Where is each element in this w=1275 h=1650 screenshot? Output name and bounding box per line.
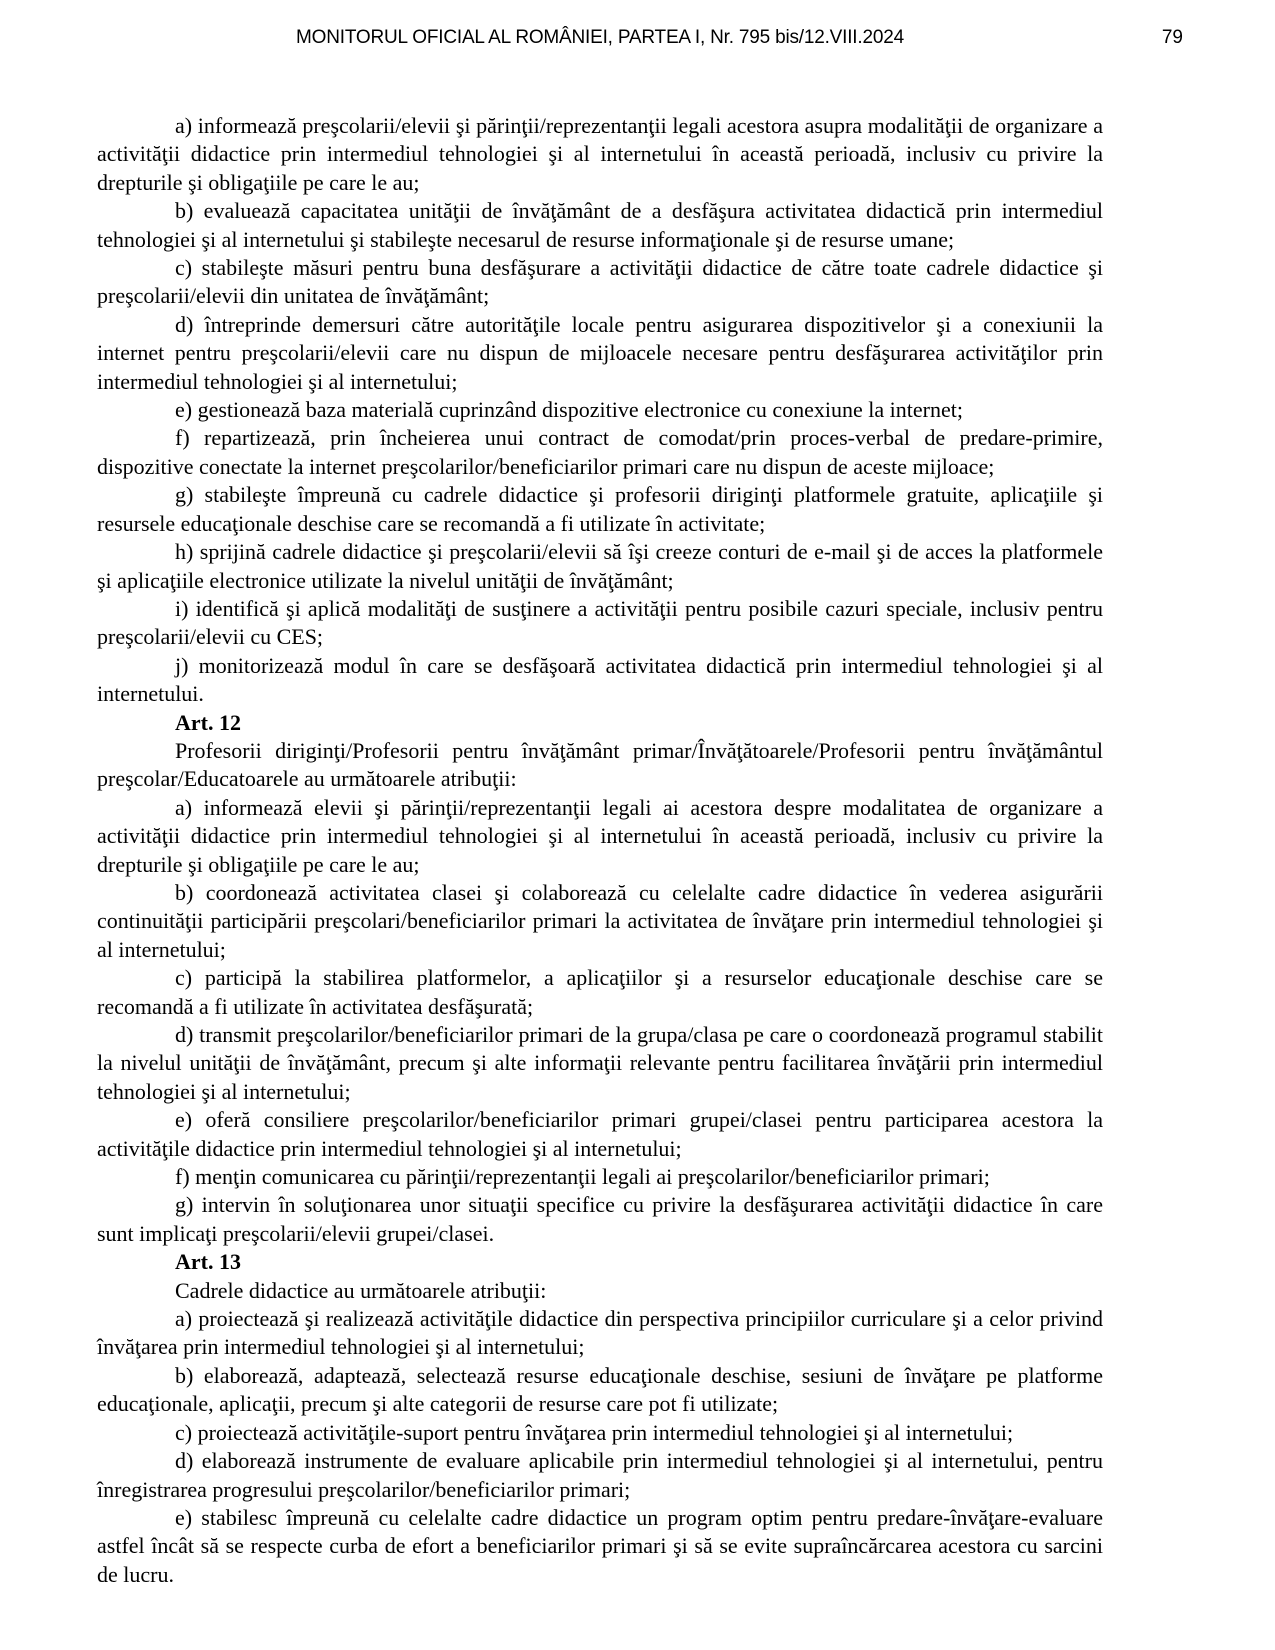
list1-item-c: c) stabileşte măsuri pentru buna desfăşurare a activităţii didactice de către toate cadrele didactice şi preşcolarii/elevii din unitatea de învăţământ;: [97, 255, 1103, 309]
list2-item-c: c) participă la stabilirea platformelor, a aplicaţiilor şi a resurselor educaţionale deschise care se recomandă a fi utilizate în activitatea desfăşurată;: [97, 965, 1103, 1019]
art-12-intro: Profesorii diriginţi/Profesorii pentru învăţământ primar/Învăţătoarele/Profesorii pentru învăţământul preşcolar/Educatoarele au următoarele atribuţii:: [97, 737, 1103, 792]
art-13-intro: Cadrele didactice au următoarele atribuţii:: [175, 1277, 547, 1303]
list3-item-e: e) stabilesc împreună cu celelalte cadre didactice un program optim pentru predare-învăţare-evaluare astfel încât să se respecte curba de efort a beneficiarilor primari şi să se evite supraîncărcarea acestora cu sarcini de lucru.: [97, 1504, 1103, 1587]
list1-item-h: h) sprijină cadrele didactice şi preşcolarii/elevii să îşi creeze conturi de e-mail şi de acces la platformele şi aplicaţiile electronice utilizate la nivelul unităţii de învăţământ;: [97, 539, 1103, 593]
page-number: 79: [1161, 27, 1183, 48]
list2-item-e: e) oferă consiliere preşcolarilor/beneficiarilor primari grupei/clasei pentru participarea acestora la activităţile didactice prin intermediul tehnologiei şi al internetului;: [97, 1107, 1103, 1161]
list1-item-g: g) stabileşte împreună cu cadrele didactice şi profesorii diriginţi platformele gratuite, aplicaţiile şi resursele educaţionale deschise care se recomandă a fi utilizate în activitate;: [97, 482, 1103, 536]
list1-item-d: d) întreprinde demersuri către autorităţile locale pentru asigurarea dispozitivelor şi a conexiunii la internet pentru preşcolarii/elevii care nu dispun de mijloacele necesare pentru desfăşurarea activităţilor prin intermediul tehnologiei şi al internetului;: [97, 311, 1103, 394]
list3-item-a: a) proiectează şi realizează activităţile didactice din perspectiva principiilor curriculare şi a celor privind învăţarea prin intermediul tehnologiei şi al internetului;: [97, 1306, 1103, 1360]
list1-item-i: i) identifică şi aplică modalităţi de susţinere a activităţii pentru posibile cazuri speciale, inclusiv pentru preşcolarii/elevii cu CES;: [97, 595, 1103, 650]
list1-item-e: e) gestionează baza materială cuprinzând dispozitive electronice cu conexiune la internet;: [175, 397, 963, 423]
list1-item-a: a) informează preşcolarii/elevii şi părinţii/reprezentanţii legali acestora asupra modalităţii de organizare a activităţii didactice prin intermediul tehnologiei şi al internetului în această perioadă, inclusiv cu privire la drepturile şi obligaţiile pe care le au;: [97, 113, 1103, 195]
list1-item-j: j) monitorizează modul în care se desfăşoară activitatea didactică prin intermediul tehnologiei şi al internetului.: [97, 652, 1103, 707]
page-header: [97, 27, 1103, 49]
list1-item-f: f) repartizează, prin încheierea unui contract de comodat/prin proces-verbal de predare-primire, dispozitive conectate la internet preşcolarilor/beneficiarilor primari care nu dispun de aceste mijloace;: [97, 425, 1103, 479]
list2-item-f: f) menţin comunicarea cu părinţii/reprezentanţii legali ai preşcolarilor/beneficiarilor primari;: [175, 1164, 990, 1190]
art-13-heading: Art. 13: [175, 1249, 241, 1275]
list2-item-d: d) transmit preşcolarilor/beneficiarilor primari de la grupa/clasa pe care o coordonează programul stabilit la nivelul unităţii de învăţământ, precum şi alte informaţii relevante pentru facilitarea învăţării prin intermediul tehnologiei şi al internetului;: [97, 1022, 1103, 1104]
art-12-heading: Art. 12: [175, 709, 241, 735]
list1-item-b: b) evaluează capacitatea unităţii de învăţământ de a desfăşura activitatea didactică prin intermediul tehnologiei şi al internetului şi stabileşte necesarul de resurse informaţionale şi de resurse umane;: [97, 198, 1103, 252]
list2-item-a: a) informează elevii şi părinţii/reprezentanţii legali ai acestora despre modalitatea de organizare a activităţii didactice prin intermediul tehnologiei şi al internetului în această perioadă, inclusiv cu privire la drepturile şi obligaţiile pe care le au;: [97, 794, 1103, 877]
list3-item-c: c) proiectează activităţile-suport pentru învăţarea prin intermediul tehnologiei şi al internetului;: [175, 1419, 1014, 1445]
document-body: [97, 112, 1103, 1589]
list2-item-b: b) coordonează activitatea clasei şi colaborează cu celelalte cadre didactice în vederea asigurării continuităţii participării preşcolari/beneficiarilor primari la activitatea de învăţare prin intermediul tehnologiei şi al internetului;: [97, 879, 1103, 962]
list3-item-b: b) elaborează, adaptează, selectează resurse educaţionale deschise, sesiuni de învăţare pe platforme educaţionale, aplicaţii, precum şi alte categorii de resurse care pot fi utilizate;: [97, 1362, 1103, 1417]
list2-item-g: g) intervin în soluţionarea unor situaţii specifice cu privire la desfăşurarea activităţii didactice în care sunt implicaţi preşcolarii/elevii grupei/clasei.: [97, 1192, 1103, 1246]
header-title: MONITORUL OFICIAL AL ROMÂNIEI, PARTEA I, Nr. 795 bis/12.VIII.2024: [296, 27, 904, 48]
list3-item-d: d) elaborează instrumente de evaluare aplicabile prin intermediul tehnologiei şi al internetului, pentru înregistrarea progresului preşcolarilor/beneficiarilor primari;: [97, 1448, 1103, 1502]
